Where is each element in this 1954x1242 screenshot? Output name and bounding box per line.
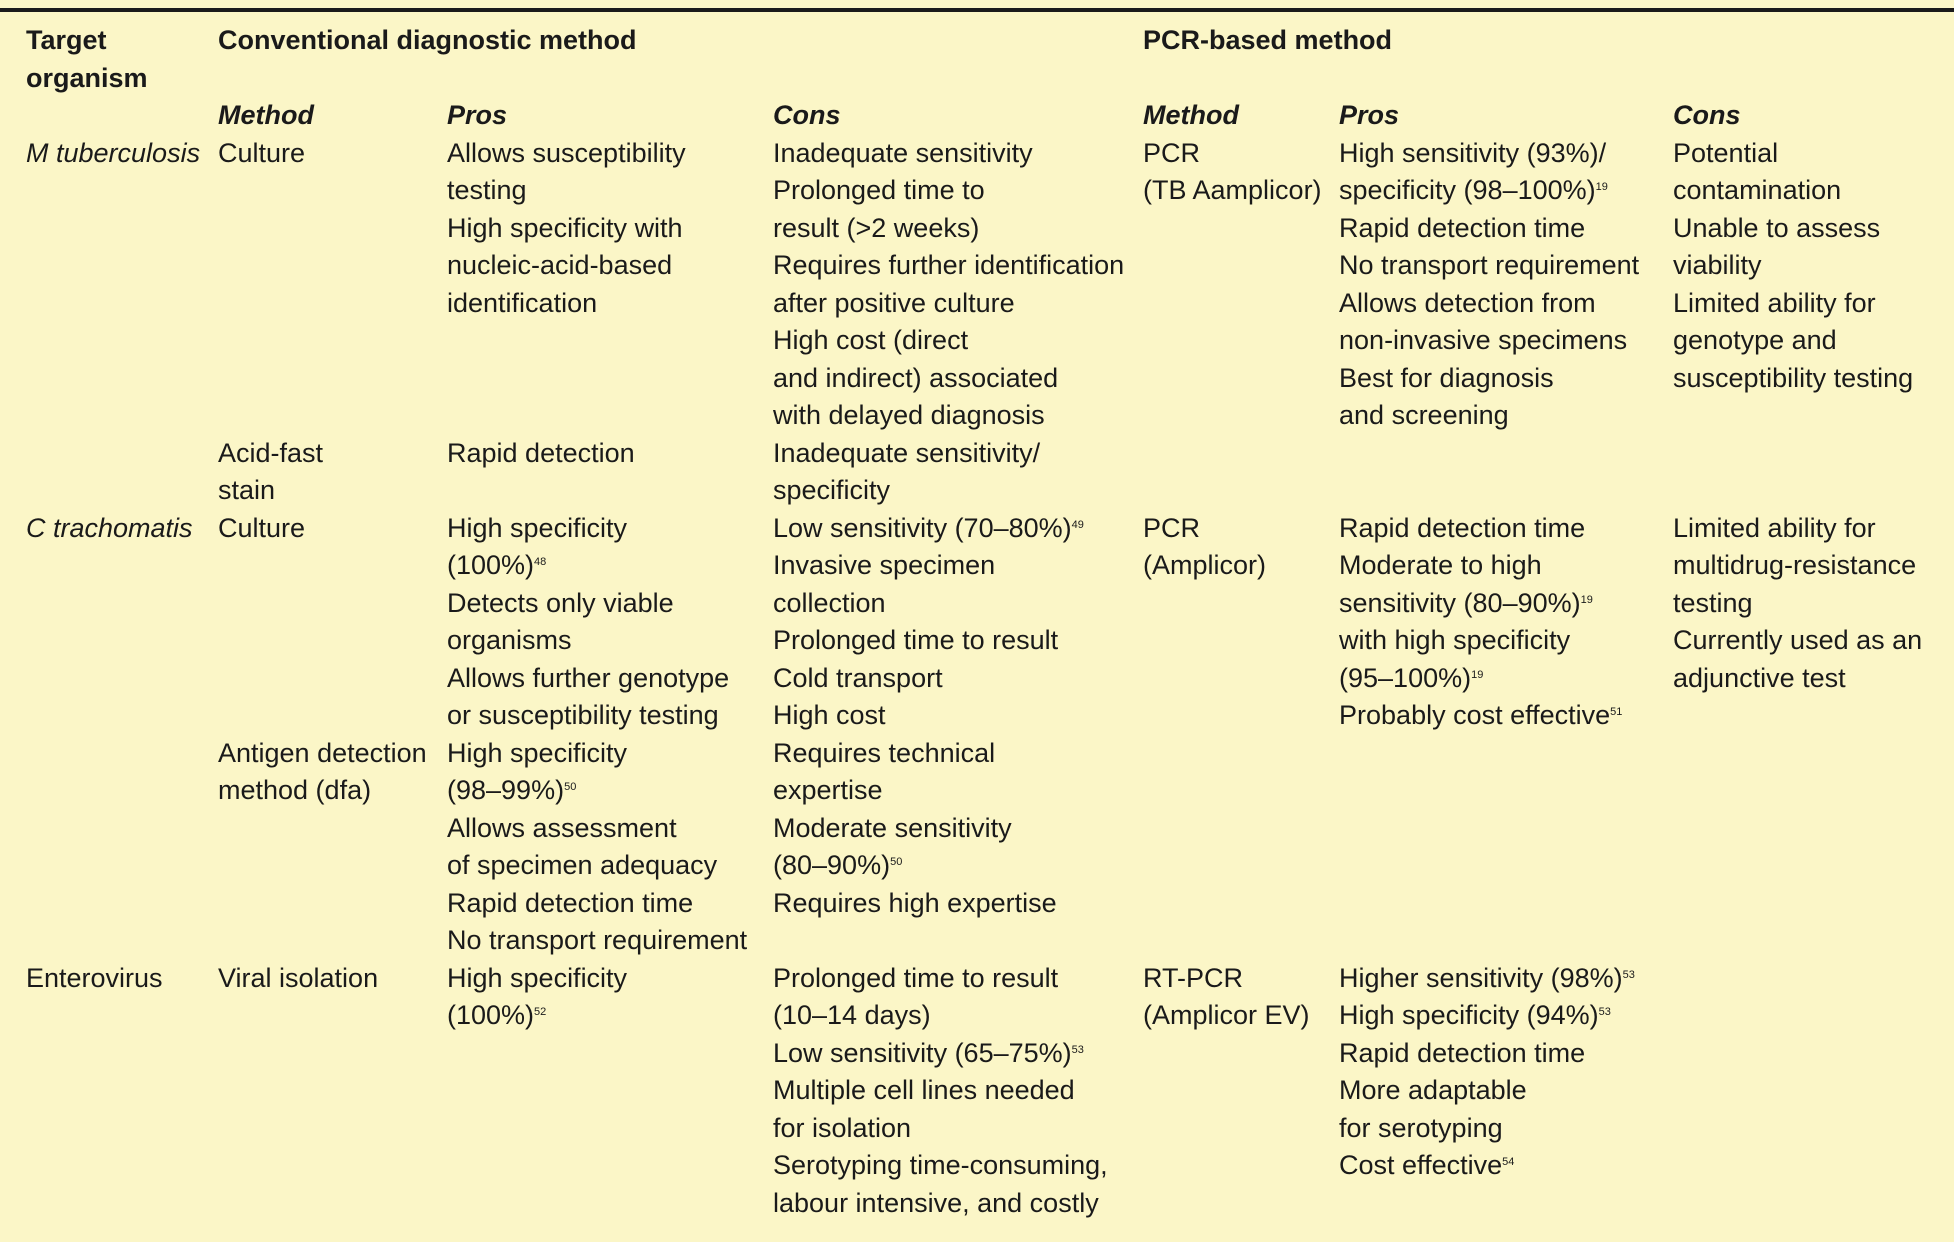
cell-line: Rapid detection — [447, 437, 635, 468]
cell-line: Cold transport — [773, 662, 943, 693]
cell-line: High cost (direct — [773, 325, 969, 355]
cell-line: Requires technical — [773, 737, 996, 768]
cell-line: Rapid detection time — [1339, 212, 1586, 243]
cell-line: Prolonged time to result — [773, 625, 1059, 655]
cell-line: sensitivity $(80-90\%)^{19}$ — [1339, 587, 1593, 618]
cell-line: Multiple cell lines needed — [773, 1075, 1075, 1105]
cell-line: identification — [447, 287, 598, 318]
cell-line: Rapid detection time — [1339, 1037, 1586, 1068]
pcr-method-subheader: Method — [1143, 100, 1239, 130]
conventional-header-label: Conventional diagnostic method — [218, 25, 637, 55]
conv-method-subheader: Method — [218, 100, 314, 130]
cell-line: Moderate sensitivity — [773, 812, 1012, 843]
table-row — [0, 960, 1954, 1223]
cell-line: expertise — [773, 775, 883, 805]
cell-line: High specificity with — [447, 212, 683, 243]
cell-conv-cons — [773, 135, 1143, 435]
cell-line: stain — [218, 475, 276, 505]
cell-line: nucleic-acid-based — [447, 250, 673, 280]
citation-superscript: 19 — [1595, 181, 1608, 193]
cell-conv-cons — [773, 510, 1143, 735]
conventional-header — [218, 22, 1143, 97]
cell-pcr-method — [1143, 435, 1339, 510]
cell-line: Culture — [218, 512, 306, 543]
organism-name: C trachomatis — [26, 512, 193, 543]
cell-line: (TB Aamplicor) — [1143, 175, 1322, 205]
cell-line: labour intensive, and costly — [773, 1187, 1099, 1218]
cell-conv-cons — [773, 735, 1143, 960]
citation-superscript: 50 — [890, 856, 903, 868]
cell-line: collection — [773, 587, 886, 618]
citation-superscript: 49 — [1071, 518, 1084, 531]
cell-pcr-method — [1143, 960, 1339, 1223]
cell-line: specificity — [773, 475, 891, 505]
organism-name: M tuberculosis — [26, 137, 201, 168]
cell-conv-pros — [447, 135, 773, 435]
blank-subheader — [0, 97, 218, 135]
pcr-pros-subheader: Pros — [1339, 100, 1400, 130]
cell-line: Allows susceptibility — [447, 137, 686, 168]
cell-line: High specificity — [447, 512, 628, 543]
cell-line: Moderate to high — [1339, 550, 1542, 580]
cell-organism — [0, 135, 218, 435]
organism-name: Enterovirus — [26, 962, 163, 993]
cell-conv-method — [218, 960, 447, 1223]
cell-pcr-pros — [1339, 435, 1673, 510]
cell-line: result (>2 weeks) — [773, 212, 980, 243]
cell-line: Inadequate sensitivity — [773, 137, 1033, 168]
cell-line: or susceptibility testing — [447, 700, 719, 730]
cell-pcr-pros — [1339, 135, 1673, 435]
cell-line: Low sensitivity $(70-80\%)^{49}$ — [773, 512, 1084, 543]
cell-line: specificity $(98-100\%)^{19}$ — [1339, 175, 1608, 205]
citation-superscript: 50 — [564, 781, 577, 793]
group-header-row — [0, 22, 1954, 97]
citation-superscript: 51 — [1610, 706, 1623, 718]
cell-line: non-invasive specimens — [1339, 325, 1628, 355]
cell-line: (Amplicor) — [1143, 550, 1267, 580]
table-row — [0, 510, 1954, 735]
cell-line: contamination — [1673, 175, 1842, 205]
cell-organism — [0, 510, 218, 735]
citation-superscript: 53 — [1622, 968, 1635, 981]
cell-pcr-pros — [1339, 735, 1673, 960]
cell-pcr-pros — [1339, 510, 1673, 735]
organism-header — [0, 22, 218, 97]
cell-line: susceptibility testing — [1673, 362, 1914, 393]
cell-line: Unable to assess — [1673, 212, 1881, 243]
cell-line: $(100\%)^{52}$ — [447, 1000, 547, 1030]
cell-line: Best for diagnosis — [1339, 362, 1554, 393]
citation-superscript: 19 — [1580, 593, 1593, 606]
cell-line: genotype and — [1673, 325, 1837, 355]
table-row — [0, 735, 1954, 960]
cell-line: viability — [1673, 250, 1762, 280]
cell-line: with high specificity — [1339, 625, 1571, 655]
cell-line: Potential — [1673, 137, 1779, 168]
sub-header-row — [0, 97, 1954, 135]
citation-superscript: 53 — [1598, 1006, 1611, 1018]
cell-line: RT-PCR — [1143, 962, 1244, 993]
citation-superscript: 48 — [534, 556, 547, 568]
citation-superscript: 52 — [534, 1006, 547, 1018]
cell-line: Inadequate sensitivity/ — [773, 437, 1041, 468]
cell-line: PCR — [1143, 512, 1201, 543]
cell-line: Invasive specimen — [773, 550, 996, 580]
pcr-header-label: PCR-based method — [1143, 25, 1393, 55]
cell-line: Cost effective$^{54}$ — [1339, 1150, 1515, 1180]
cell-line: adjunctive test — [1673, 662, 1846, 693]
cell-line: Allows detection from — [1339, 287, 1596, 318]
pcr-cons-subheader: Cons — [1673, 100, 1741, 130]
cell-line: Allows assessment — [447, 812, 677, 843]
cell-line: for isolation — [773, 1112, 912, 1143]
cell-line: Allows further genotype — [447, 662, 730, 693]
cell-line: Antigen detection — [218, 737, 427, 768]
table-row — [0, 435, 1954, 510]
cell-line: High cost — [773, 700, 886, 730]
cell-pcr-method — [1143, 735, 1339, 960]
conv-cons-subheader: Cons — [773, 100, 841, 130]
cell-line: $(80-90\%)^{50}$ — [773, 850, 903, 880]
top-rule — [0, 8, 1954, 12]
cell-line: High specificity $(94\%)^{53}$ — [1339, 1000, 1611, 1030]
pcr-header — [1143, 22, 1954, 97]
cell-conv-pros — [447, 735, 773, 960]
cell-line: More adaptable — [1339, 1075, 1527, 1105]
cell-pcr-pros — [1339, 960, 1673, 1223]
cell-line: High specificity — [447, 737, 628, 768]
cell-line: Probably cost effective$^{51}$ — [1339, 700, 1623, 730]
cell-pcr-method — [1143, 510, 1339, 735]
cell-line: $(100\%)^{48}$ — [447, 550, 547, 580]
cell-line: Culture — [218, 137, 306, 168]
cell-line: organisms — [447, 625, 572, 655]
cell-line: for serotyping — [1339, 1112, 1503, 1143]
cell-line: testing — [447, 175, 527, 205]
cell-line: $(95-100\%)^{19}$ — [1339, 662, 1484, 693]
cell-pcr-cons — [1673, 135, 1954, 435]
cell-line: and screening — [1339, 400, 1509, 430]
cell-line: multidrug-resistance — [1673, 550, 1917, 580]
cell-pcr-cons — [1673, 960, 1954, 1223]
cell-line: Limited ability for — [1673, 287, 1876, 318]
cell-line: Serotyping time-consuming, — [773, 1150, 1108, 1180]
cell-line: (Amplicor EV) — [1143, 1000, 1310, 1030]
cell-conv-method — [218, 510, 447, 735]
cell-pcr-cons — [1673, 735, 1954, 960]
cell-pcr-cons — [1673, 510, 1954, 735]
cell-line: Requires high expertise — [773, 887, 1057, 918]
cell-conv-method — [218, 135, 447, 435]
cell-line: Limited ability for — [1673, 512, 1876, 543]
cell-conv-cons — [773, 960, 1143, 1223]
cell-line: High specificity — [447, 962, 628, 993]
cell-line: Requires further identification — [773, 250, 1125, 280]
cell-organism — [0, 960, 218, 1223]
cell-line: Viral isolation — [218, 962, 379, 993]
cell-line: and indirect) associated — [773, 362, 1059, 393]
cell-line: with delayed diagnosis — [773, 400, 1045, 430]
cell-line: Currently used as an — [1673, 625, 1923, 655]
cell-line: No transport requirement — [1339, 250, 1640, 280]
cell-organism — [0, 435, 218, 510]
cell-line: testing — [1673, 587, 1753, 618]
cell-line: Prolonged time to — [773, 175, 985, 205]
table-row — [0, 135, 1954, 435]
cell-line: High sensitivity (93%)/ — [1339, 137, 1607, 168]
cell-line: (10–14 days) — [773, 1000, 931, 1030]
cell-conv-pros — [447, 960, 773, 1223]
cell-pcr-cons — [1673, 435, 1954, 510]
cell-line: PCR — [1143, 137, 1201, 168]
cell-line: Low sensitivity $(65-75\%)^{53}$ — [773, 1037, 1084, 1068]
organism-header-line: organism — [26, 62, 148, 93]
cell-conv-method — [218, 735, 447, 960]
table-body — [0, 135, 1954, 1223]
cell-line: method (dfa) — [218, 775, 372, 805]
citation-superscript: 19 — [1471, 668, 1484, 681]
cell-conv-cons — [773, 435, 1143, 510]
cell-line: No transport requirement — [447, 925, 748, 955]
conv-pros-subheader: Pros — [447, 100, 508, 130]
citation-superscript: 54 — [1502, 1156, 1515, 1168]
comparison-table — [0, 22, 1954, 1222]
cell-line: Detects only viable — [447, 587, 674, 618]
cell-line: Prolonged time to result — [773, 962, 1059, 993]
organism-header-line: Target — [26, 25, 107, 55]
cell-conv-pros — [447, 435, 773, 510]
cell-line: $(98-99\%)^{50}$ — [447, 775, 577, 805]
cell-pcr-method — [1143, 135, 1339, 435]
cell-conv-pros — [447, 510, 773, 735]
cell-line: Rapid detection time — [447, 887, 694, 918]
cell-line: of specimen adequacy — [447, 850, 718, 880]
cell-line: Acid-fast — [218, 437, 324, 468]
cell-conv-method — [218, 435, 447, 510]
cell-organism — [0, 735, 218, 960]
citation-superscript: 53 — [1071, 1043, 1084, 1056]
cell-line: Rapid detection time — [1339, 512, 1586, 543]
cell-line: after positive culture — [773, 287, 1015, 318]
cell-line: Higher sensitivity $(98\%)^{53}$ — [1339, 962, 1635, 993]
